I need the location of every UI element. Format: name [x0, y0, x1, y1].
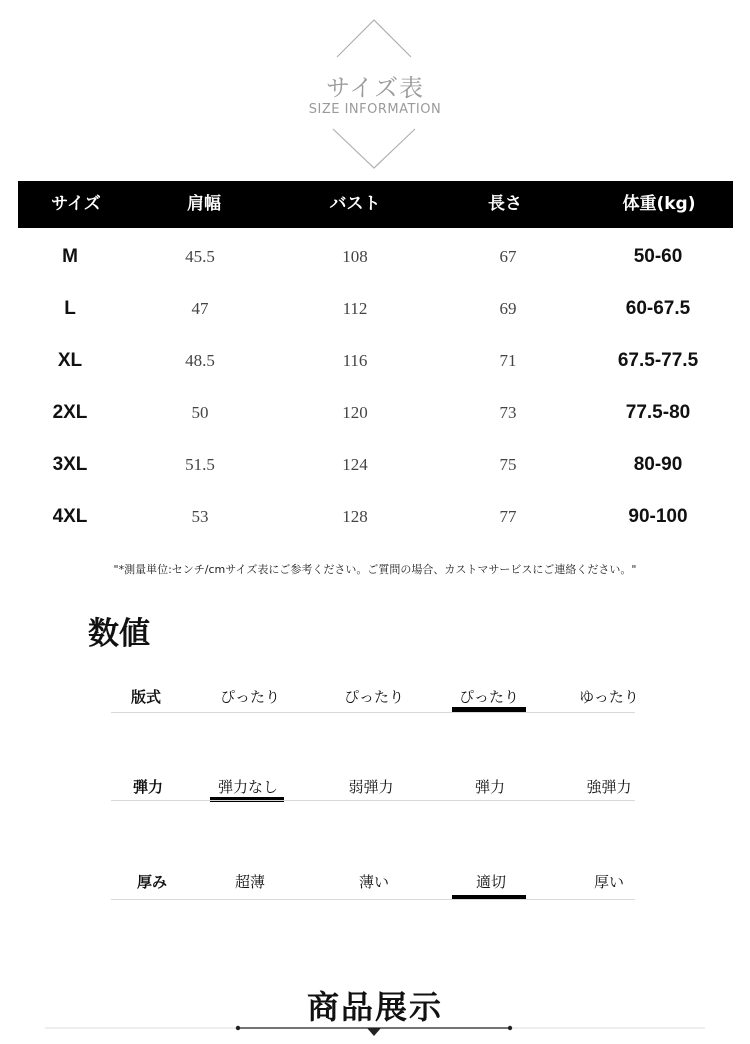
cell-length: 67 [499, 247, 517, 266]
table-row [18, 439, 733, 491]
cell-length: 75 [499, 455, 517, 474]
cell-shoulder: 45.5 [185, 247, 215, 266]
cell-size: 4XL [52, 506, 88, 527]
table-row [18, 491, 733, 543]
cell-bust: 120 [342, 403, 368, 422]
scale-option: 薄い [358, 873, 389, 891]
cell-bust: 124 [342, 455, 368, 474]
product-display-title: 商品展示 [306, 988, 443, 1026]
cell-length: 71 [499, 351, 517, 370]
values-section-title: 数値 [88, 616, 150, 652]
cell-weight: 67.5-77.5 [617, 350, 699, 371]
cell-length: 73 [499, 403, 517, 422]
scale-option: 厚い [593, 873, 624, 891]
scale-option: 弾力 [474, 778, 505, 796]
column-header-weight: 体重(kg) [622, 194, 696, 214]
scale-option: ぴったり [458, 688, 519, 706]
scale-option: ぴったり [219, 688, 280, 706]
scale-option: 強弾力 [586, 778, 632, 796]
column-header-length: 長さ [488, 194, 522, 214]
cell-weight: 60-67.5 [625, 298, 691, 319]
cell-bust: 116 [342, 351, 368, 370]
scale-label: 版式 [130, 688, 161, 706]
table-row [18, 335, 733, 387]
cell-length: 69 [499, 299, 517, 318]
cell-bust: 128 [342, 507, 368, 526]
scale-label: 弾力 [132, 778, 163, 796]
page-title: サイズ表 [325, 74, 425, 102]
scale-option: 超薄 [234, 873, 265, 891]
scale-option: 弱弾力 [348, 778, 394, 796]
cell-weight: 90-100 [628, 506, 688, 527]
cell-size: L [64, 298, 76, 319]
size-table-header [18, 181, 733, 228]
cell-weight: 80-90 [633, 454, 683, 475]
column-header-shoulder: 肩幅 [187, 194, 221, 214]
page-subtitle: SIZE INFORMATION [308, 102, 442, 117]
table-row [18, 387, 733, 439]
scale-divider [111, 899, 635, 900]
scale-divider [111, 712, 635, 713]
cell-size: 2XL [52, 402, 88, 423]
cell-shoulder: 50 [191, 403, 209, 422]
cell-size: 3XL [52, 454, 88, 475]
cell-shoulder: 51.5 [185, 455, 215, 474]
cell-weight: 77.5-80 [625, 402, 691, 423]
cell-size: XL [57, 350, 83, 371]
title-underline-ornament [0, 1018, 750, 1044]
cell-shoulder: 47 [191, 299, 209, 318]
scale-option: ゆったり [579, 688, 639, 706]
cell-length: 77 [499, 507, 517, 526]
cell-shoulder: 48.5 [185, 351, 215, 370]
cell-size: M [62, 246, 78, 267]
table-row [18, 231, 733, 283]
table-row [18, 283, 733, 335]
scale-option: 弾力なし [217, 778, 278, 796]
scale-divider [111, 800, 635, 801]
cell-bust: 108 [342, 247, 368, 266]
column-header-bust: バスト [329, 194, 381, 214]
cell-bust: 112 [342, 299, 368, 318]
cell-shoulder: 53 [191, 507, 209, 526]
scale-label: 厚み [136, 873, 167, 891]
column-header-size: サイズ [51, 194, 101, 214]
scale-option: ぴったり [343, 688, 404, 706]
cell-weight: 50-60 [633, 246, 683, 267]
measurement-note: "*測量単位:センチ/cmサイズ表にご参考ください。ご質問の場合、カストマサービスにご連絡ください。" [113, 563, 637, 576]
scale-option: 適切 [475, 873, 506, 891]
